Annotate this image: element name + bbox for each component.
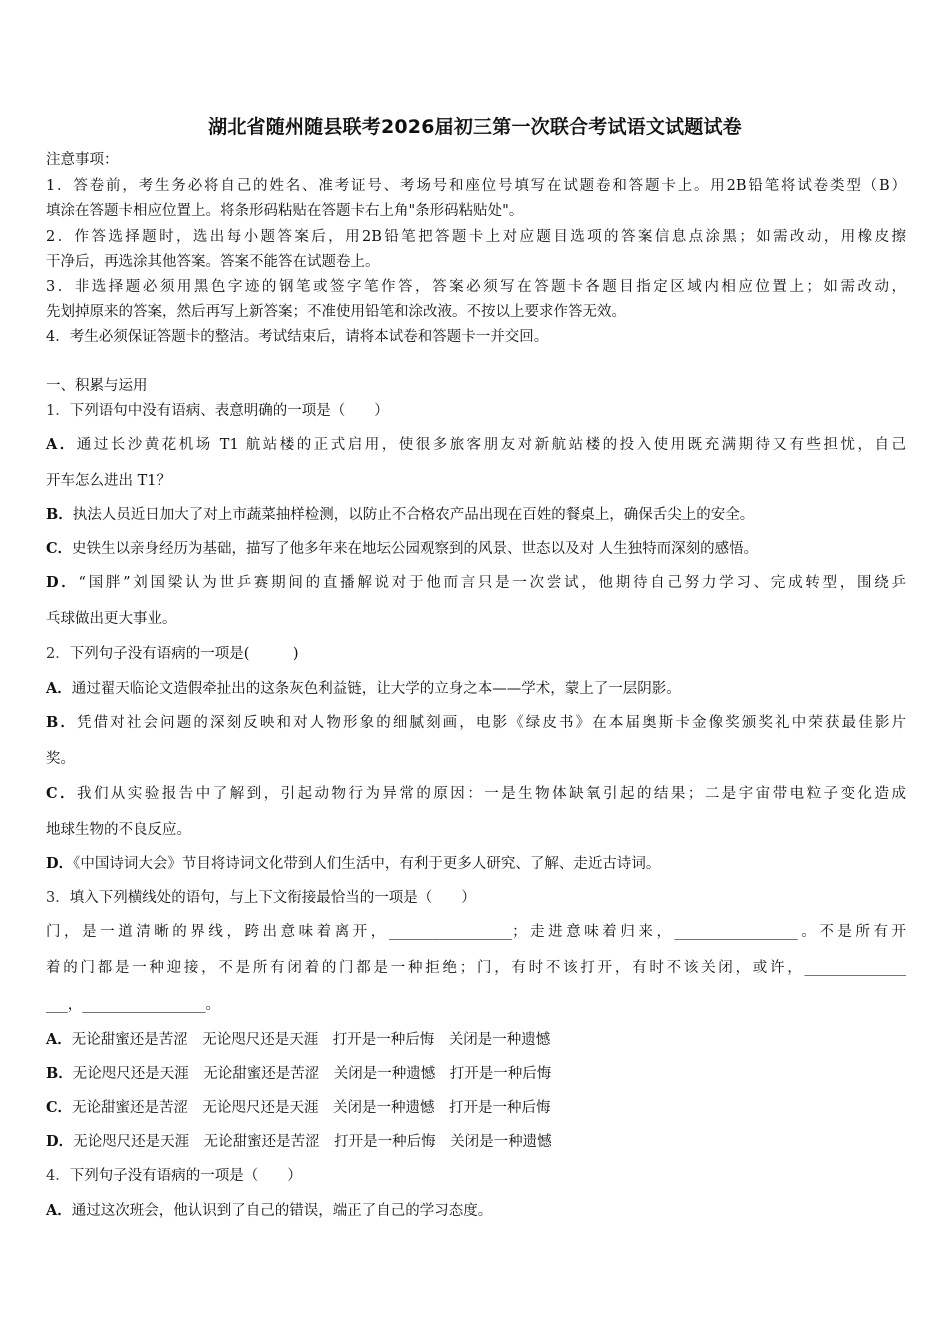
passage-line: 门，是一道清晰的界线，跨出意味着离开，_________________；走进意味着归来，_________________。不是所有开 xyxy=(46,924,906,940)
option-d[interactable]: D．《中国诗词大会》节目将诗词文化带到人们生活中，有利于更多人研究、了解、走近古诗词。 xyxy=(46,855,661,872)
notice-line: 先划掉原来的答案，然后再写上新答案；不准使用铅笔和涂改液。不按以上要求作答无效。 xyxy=(46,304,626,320)
option-letter: B． xyxy=(46,506,73,523)
option-a-cont: 开车怎么进出 T1？ xyxy=(46,473,172,489)
option-c[interactable]: C．我们从实验报告中了解到，引起动物行为异常的原因：一是生物体缺氧引起的结果；二是宇宙带电粒子变化造成 xyxy=(46,785,906,802)
option-letter: B． xyxy=(46,714,77,731)
option-letter: A． xyxy=(46,1031,72,1048)
notice-line: 2．作答选择题时，选出每小题答案后，用2B铅笔把答题卡上对应题目选项的答案信息点涂黑；如需改动，用橡皮擦 xyxy=(46,229,906,245)
option-letter: A． xyxy=(46,680,72,697)
question-3 xyxy=(46,888,906,908)
passage-line: 着的门都是一种迎接，不是所有闭着的门都是一种拒绝；门，有时不该打开，有时不该关闭，或许，______________ xyxy=(46,960,906,976)
question-number: 1． xyxy=(46,403,70,419)
option-b[interactable]: B．执法人员近日加大了对上市蔬菜抽样检测，以防止不合格农产品出现在百姓的餐桌上，确保舌尖上的安全。 xyxy=(46,506,755,523)
option-c-cont: 地球生物的不良反应。 xyxy=(46,822,191,838)
option-c[interactable]: C．无论甜蜜还是苦涩 无论咫尺还是天涯 关闭是一种遗憾 打开是一种后悔 xyxy=(46,1099,551,1116)
passage-line: ___，_________________。 xyxy=(46,997,220,1013)
question-stem: 下列句子没有语病的一项是（ ） xyxy=(69,1168,302,1184)
notice-line: 填涂在答题卡相应位置上。将条形码粘贴在答题卡右上角"条形码粘贴处"。 xyxy=(46,203,524,219)
notice-line: 3．非选择题必须用黑色字迹的钢笔或签字笔作答，答案必须写在答题卡各题目指定区域内相应位置上；如需改动， xyxy=(46,279,906,295)
option-letter: C． xyxy=(46,1099,73,1116)
page-title: 湖北省随州随县联考2026届初三第一次联合考试语文试题试卷 xyxy=(208,116,742,138)
question-2 xyxy=(46,644,906,664)
question-stem: 填入下列横线处的语句，与上下文衔接最恰当的一项是（ ） xyxy=(69,890,476,906)
option-a[interactable]: A．通过翟天临论文造假牵扯出的这条灰色利益链，让大学的立身之本——学术，蒙上了一层阴影。 xyxy=(46,680,681,697)
option-letter: C． xyxy=(46,540,73,557)
section-heading: 一、积累与运用 xyxy=(46,378,148,394)
question-1 xyxy=(46,401,906,421)
notice-line: 4．考生必须保证答题卡的整洁。考试结束后，请将本试卷和答题卡一并交回。 xyxy=(46,329,549,345)
question-number: 2． xyxy=(46,646,70,662)
option-letter: D． xyxy=(46,1133,74,1150)
question-stem: 下列语句中没有语病、表意明确的一项是（ ） xyxy=(69,403,389,419)
notice-line: 1．答卷前，考生务必将自己的姓名、准考证号、考场号和座位号填写在试题卷和答题卡上。用2B铅笔将试卷类型（B） xyxy=(46,178,906,194)
option-d[interactable]: D．“国胖”刘国梁认为世乒赛期间的直播解说对于他而言只是一次尝试，他期待自己努力学习、完成转型，围绕乒 xyxy=(46,574,906,591)
question-number: 4． xyxy=(46,1168,70,1184)
notice-heading: 注意事项： xyxy=(46,152,119,168)
option-a[interactable]: A．通过长沙黄花机场 T1 航站楼的正式启用，使很多旅客朋友对新航站楼的投入使用既充满期待又有些担忧，自己 xyxy=(46,436,906,453)
option-d[interactable]: D．无论咫尺还是天涯 无论甜蜜还是苦涩 打开是一种后悔 关闭是一种遗憾 xyxy=(46,1133,552,1150)
option-b[interactable]: B．无论咫尺还是天涯 无论甜蜜还是苦涩 关闭是一种遗憾 打开是一种后悔 xyxy=(46,1065,552,1082)
question-stem: 下列句子没有语病的一项是( ) xyxy=(69,646,299,662)
option-letter: A． xyxy=(46,436,77,453)
option-letter: D． xyxy=(46,574,79,591)
option-b-cont: 奖。 xyxy=(46,751,75,767)
option-c[interactable]: C．史铁生以亲身经历为基础，描写了他多年来在地坛公园观察到的风景、世态以及对 人生独特而深刻的感悟。 xyxy=(46,540,759,557)
option-d-cont: 乓球做出更大事业。 xyxy=(46,611,177,627)
option-a[interactable]: A．无论甜蜜还是苦涩 无论咫尺还是天涯 打开是一种后悔 关闭是一种遗憾 xyxy=(46,1031,551,1048)
option-b[interactable]: B．凭借对社会问题的深刻反映和对人物形象的细腻刻画，电影《绿皮书》在本届奥斯卡金像奖颁奖礼中荣获最佳影片 xyxy=(46,714,906,731)
option-letter: B． xyxy=(46,1065,73,1082)
question-number: 3． xyxy=(46,890,70,906)
question-4 xyxy=(46,1166,906,1186)
option-a[interactable]: A．通过这次班会，他认识到了自己的错误，端正了自己的学习态度。 xyxy=(46,1202,493,1219)
option-letter: A． xyxy=(46,1202,72,1219)
option-letter: C． xyxy=(46,785,77,802)
notice-line: 干净后，再选涂其他答案。答案不能答在试题卷上。 xyxy=(46,254,380,270)
option-letter: D． xyxy=(46,855,74,872)
